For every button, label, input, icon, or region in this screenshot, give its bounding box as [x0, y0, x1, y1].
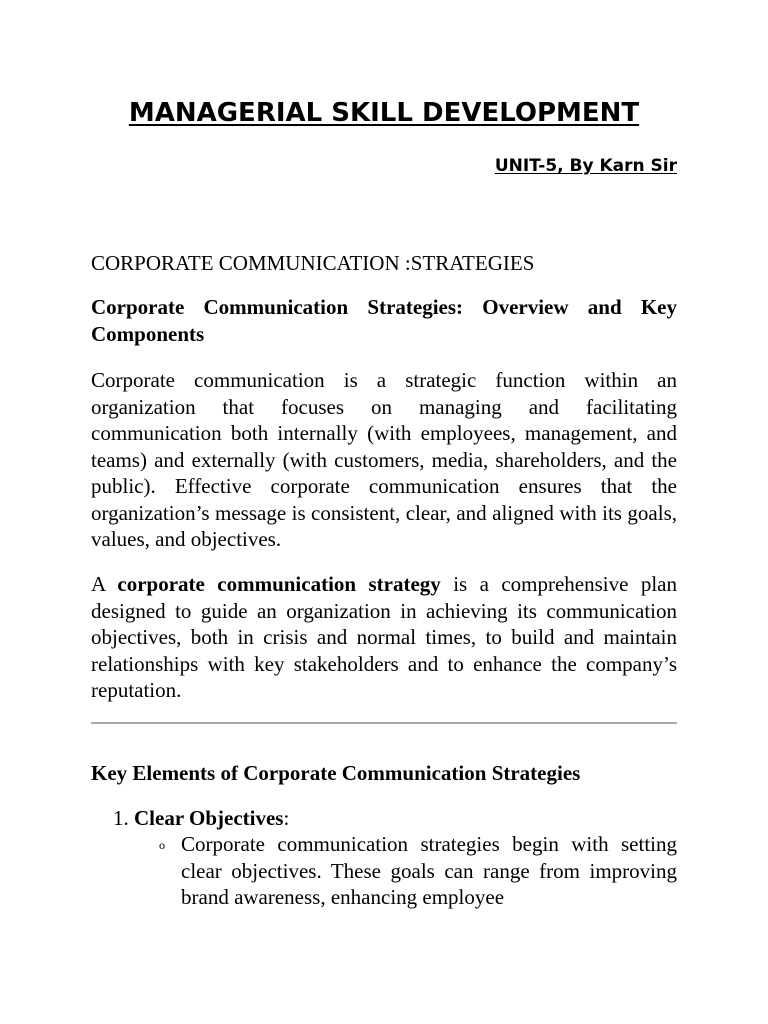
hollow-bullet-icon: o	[159, 838, 165, 852]
strategy-paragraph	[91, 571, 677, 704]
document-subtitle: UNIT-5, By Karn Sir	[494, 156, 677, 176]
list-item-description: Corporate communication strategies begin with setting clear objectives. These goals can range from improving brand awareness, enhancing employee	[181, 832, 677, 909]
section-title: CORPORATE COMMUNICATION :STRATEGIES	[91, 251, 535, 275]
list-item-suffix: :	[283, 806, 290, 830]
strategy-paragraph-suffix: is a comprehensive plan designed to guide an organization in achieving its communication objectives, both in crisis and normal times, to build and maintain relationships with key stakeholders and to enhance the company’s reputation.	[91, 572, 677, 702]
horizontal-divider	[91, 722, 677, 724]
document-title: MANAGERIAL SKILL DEVELOPMENT	[128, 98, 640, 128]
strategy-paragraph-prefix: A	[91, 572, 118, 596]
list-item-number: 1.	[113, 806, 129, 830]
overview-heading: Corporate Communication Strategies: Overview and Key Components	[91, 295, 677, 346]
key-elements-heading: Key Elements of Corporate Communication Strategies	[91, 761, 581, 785]
list-item	[113, 805, 289, 832]
strategy-paragraph-bold: corporate communication strategy	[117, 572, 441, 596]
list-item-label: Clear Objectives	[134, 806, 284, 830]
intro-paragraph: Corporate communication is a strategic function within an organization that focuses on managing and facilitating communication both internally (with employees, management, and teams) and externally (with customers, media, shareholders, and the public). Effective corporate communication ensures that the organization’s message is consistent, clear, and aligned with its goals, values, and objectives.	[91, 368, 677, 551]
